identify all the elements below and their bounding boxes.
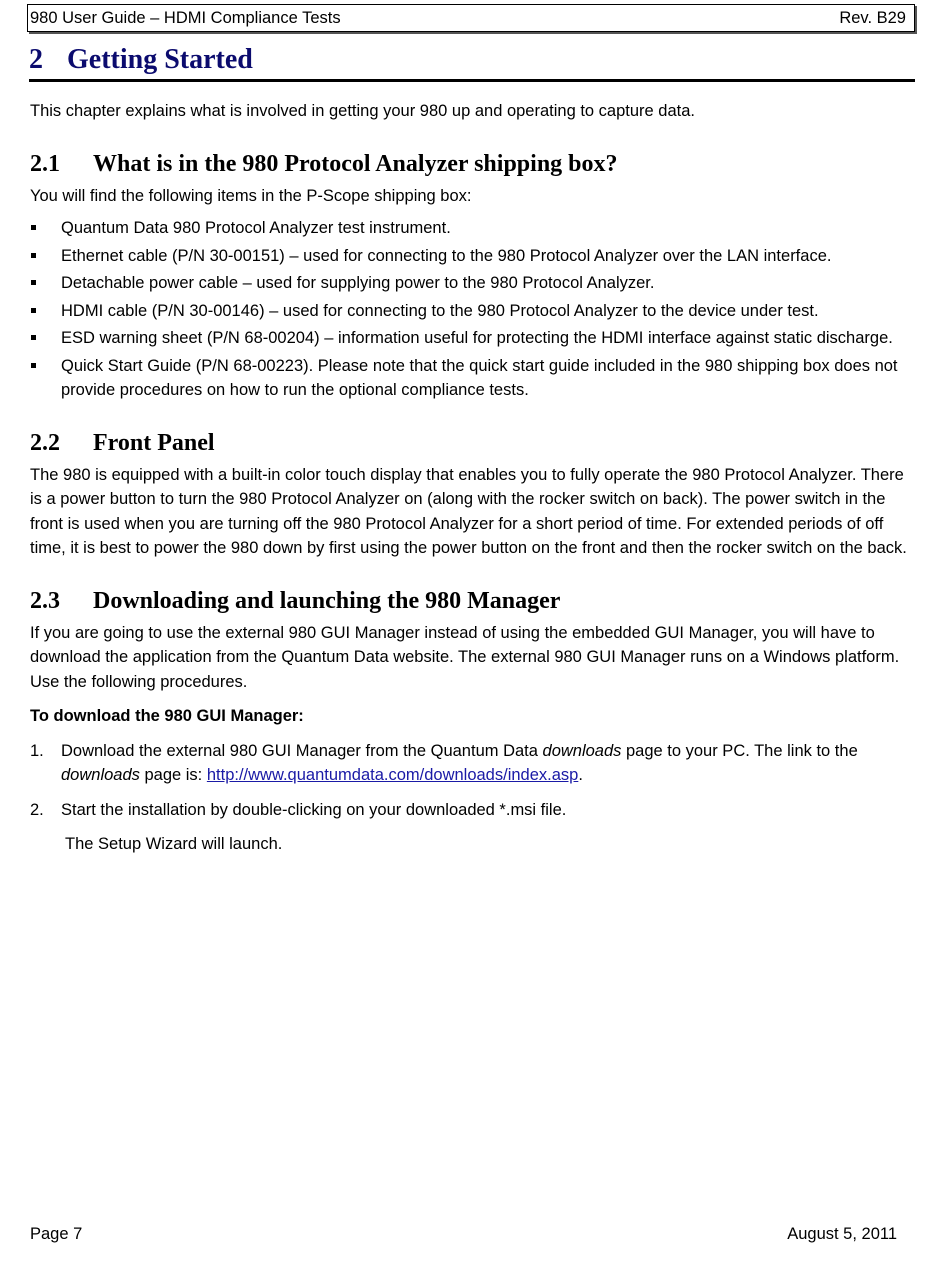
- list-item-text: Ethernet cable (P/N 30-00151) – used for connecting to the 980 Protocol Analyzer over the LAN interface.: [61, 246, 832, 265]
- list-item-text: HDMI cable (P/N 30-00146) – used for connecting to the 980 Protocol Analyzer to the device under test.: [61, 301, 819, 320]
- list-item: [30, 299, 918, 324]
- section-number: 2.2: [30, 429, 60, 456]
- chapter-intro: This chapter explains what is involved in getting your 980 up and operating to capture data.: [30, 102, 696, 120]
- shipping-box-list: [30, 216, 918, 403]
- step-number: 1.: [30, 741, 44, 760]
- chapter-number: 2: [29, 44, 43, 75]
- bullet-icon: [31, 308, 36, 313]
- list-item-text: ESD warning sheet (P/N 68-00204) – information useful for protecting the HDMI interface against static discharge.: [61, 329, 893, 347]
- list-item: [30, 244, 918, 269]
- bullet-icon: [31, 225, 36, 230]
- step-number: 2.: [30, 800, 44, 819]
- bullet-icon: [31, 280, 36, 285]
- page-content: [30, 96, 918, 857]
- procedure-step: [30, 739, 918, 788]
- list-item-text: Quantum Data 980 Protocol Analyzer test instrument.: [61, 219, 451, 237]
- section-heading-2-1: [30, 148, 918, 180]
- section-title: Front Panel: [93, 429, 215, 456]
- list-item: [30, 216, 918, 241]
- section-number: 2.3: [30, 587, 60, 614]
- step-emphasis: downloads: [542, 741, 622, 760]
- footer-date: August 5, 2011: [787, 1225, 897, 1243]
- step-text: .: [578, 766, 583, 784]
- section-heading-2-2: [30, 427, 918, 459]
- section-number: 2.1: [30, 150, 60, 177]
- chapter-title-text: Getting Started: [67, 44, 253, 75]
- list-item: [30, 326, 918, 351]
- procedure-step: [30, 798, 918, 823]
- step-text: page is:: [139, 766, 207, 784]
- bullet-icon: [31, 253, 36, 258]
- section-title: Downloading and launching the 980 Manager: [93, 587, 561, 614]
- bullet-icon: [31, 335, 36, 340]
- section-heading-2-3: [30, 585, 918, 617]
- section-lead: You will find the following items in the P-Scope shipping box:: [30, 186, 472, 205]
- list-item-text: Detachable power cable – used for supplying power to the 980 Protocol Analyzer.: [61, 274, 655, 292]
- list-item: [30, 354, 918, 403]
- step-text: page to your PC. The link to the: [621, 741, 858, 760]
- header-title: 980 User Guide – HDMI Compliance Tests: [30, 8, 341, 27]
- step-text: Download the external 980 GUI Manager from the Quantum Data: [61, 741, 543, 760]
- chapter-title: [29, 42, 915, 82]
- procedure-title: To download the 980 GUI Manager:: [30, 707, 304, 725]
- step-emphasis: downloads: [61, 766, 140, 784]
- list-item: [30, 271, 918, 296]
- bullet-icon: [31, 363, 36, 368]
- header-revision: Rev. B29: [839, 8, 906, 27]
- download-body: If you are going to use the external 980 GUI Manager instead of using the embedded GUI Manager, you will have to download the application from the Quantum Data website. The external 980 GUI Manager runs on a Windows platform. Use the following procedures.: [30, 623, 900, 691]
- procedure-steps: [30, 739, 918, 823]
- section-title: What is in the 980 Protocol Analyzer shipping box?: [93, 150, 618, 177]
- list-item-text: Quick Start Guide (P/N 68-00223). Please note that the quick start guide included in the 980 shipping box does not provide procedures on how to run the optional compliance tests.: [61, 356, 898, 399]
- downloads-link[interactable]: http://www.quantumdata.com/downloads/index.asp: [206, 766, 579, 784]
- setup-wizard-note: The Setup Wizard will launch.: [65, 835, 283, 853]
- page-header: [27, 4, 915, 32]
- footer-page-number: Page 7: [30, 1225, 83, 1243]
- step-text: Start the installation by double-clicking on your downloaded *.msi file.: [61, 800, 567, 819]
- front-panel-body: The 980 is equipped with a built-in color touch display that enables you to fully operate the 980 Protocol Analyzer. There is a power button to turn the 980 Protocol Analyzer on (along with the rocker switch on back). The power switch in the front is used when you are turning off the 980 Protocol Analyzer for a short period of time. For extended periods of off time, it is best to power the 980 down by first using the power button on the front and then the rocker switch on the back.: [30, 465, 907, 557]
